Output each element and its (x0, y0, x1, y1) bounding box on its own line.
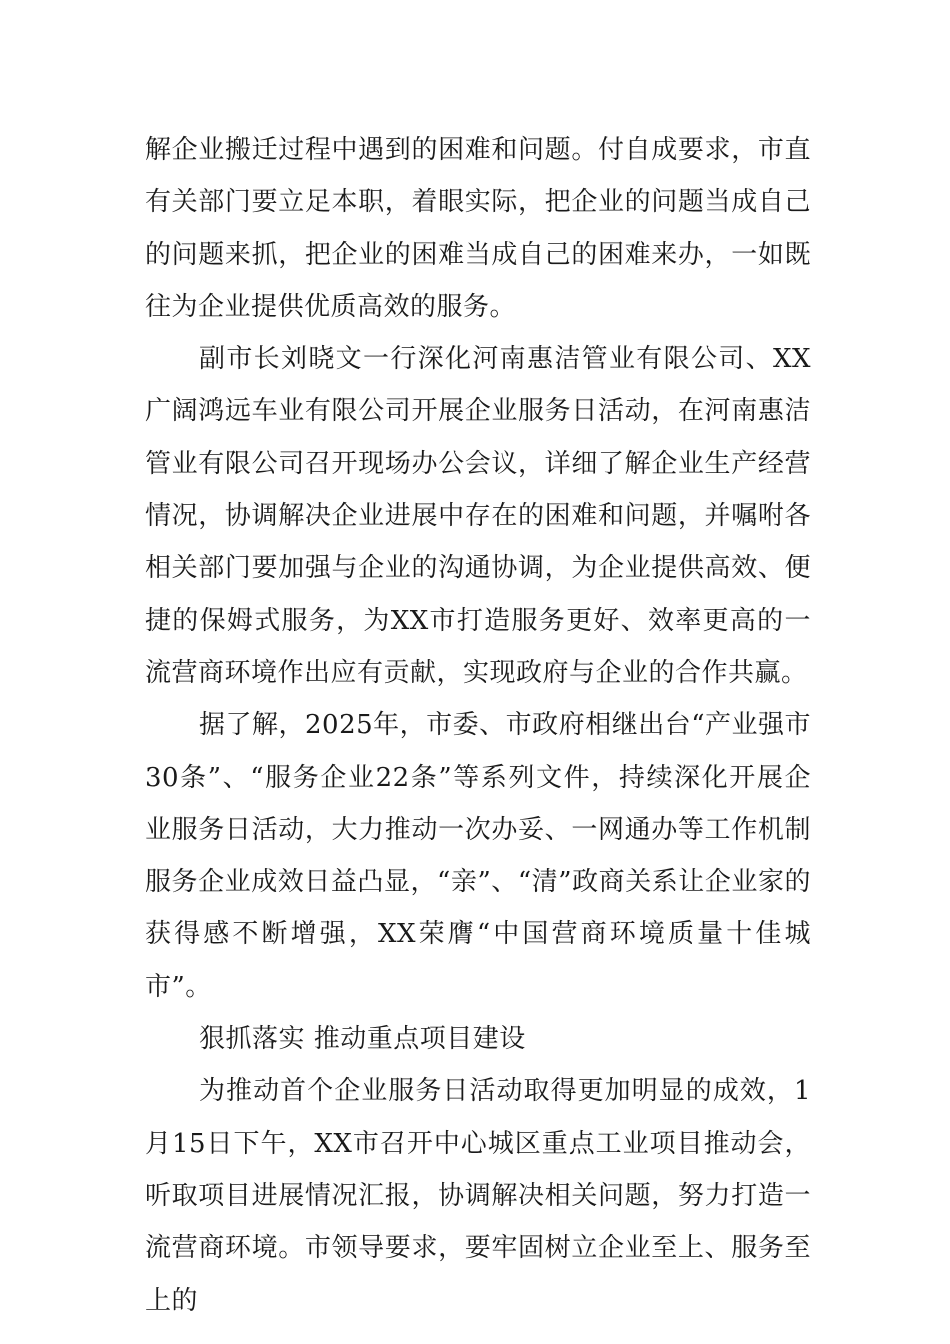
document-body (145, 124, 811, 1327)
paragraph-policy-overview: 据了解，2025年，市委、市政府相继出台“产业强市30条”、“服务企业22条”等系列文件，持续深化开展企业服务日活动，大力推动一次办妥、一网通办等工作机制服务企业成效日益凸显，“亲”、“清”政商关系让企业家的获得感不断增强，XX荣膺“中国营商环境质量十佳城市”。 (145, 710, 811, 1002)
paragraph-continuation: 解企业搬迁过程中遇到的困难和问题。付自成要求，市直有关部门要立足本职，着眼实际，把企业的问题当成自己的问题来抓，把企业的困难当成自己的困难来办，一如既往为企业提供优质高效的服务。 (145, 135, 811, 322)
paragraph-vice-mayor-visit: 副市长刘晓文一行深化河南惠洁管业有限公司、XX广阔鸿远车业有限公司开展企业服务日活动，在河南惠洁管业有限公司召开现场办公会议，详细了解企业生产经营情况，协调解决企业进展中存在的困难和问题，并嘱咐各相关部门要加强与企业的沟通协调，为企业提供高效、便捷的保姆式服务，为XX市打造服务更好、效率更高的一流营商环境作出应有贡献，实现政府与企业的合作共赢。 (145, 344, 811, 688)
section-heading: 狠抓落实 推动重点项目建设 (199, 1024, 526, 1055)
paragraph-project-meeting: 为推动首个企业服务日活动取得更加明显的成效，1月15日下午，XX市召开中心城区重点工业项目推动会，听取项目进展情况汇报，协调解决相关问题，努力打造一流营商环境。市领导要求，要牢固树立企业至上、服务至上的 (145, 1076, 811, 1316)
